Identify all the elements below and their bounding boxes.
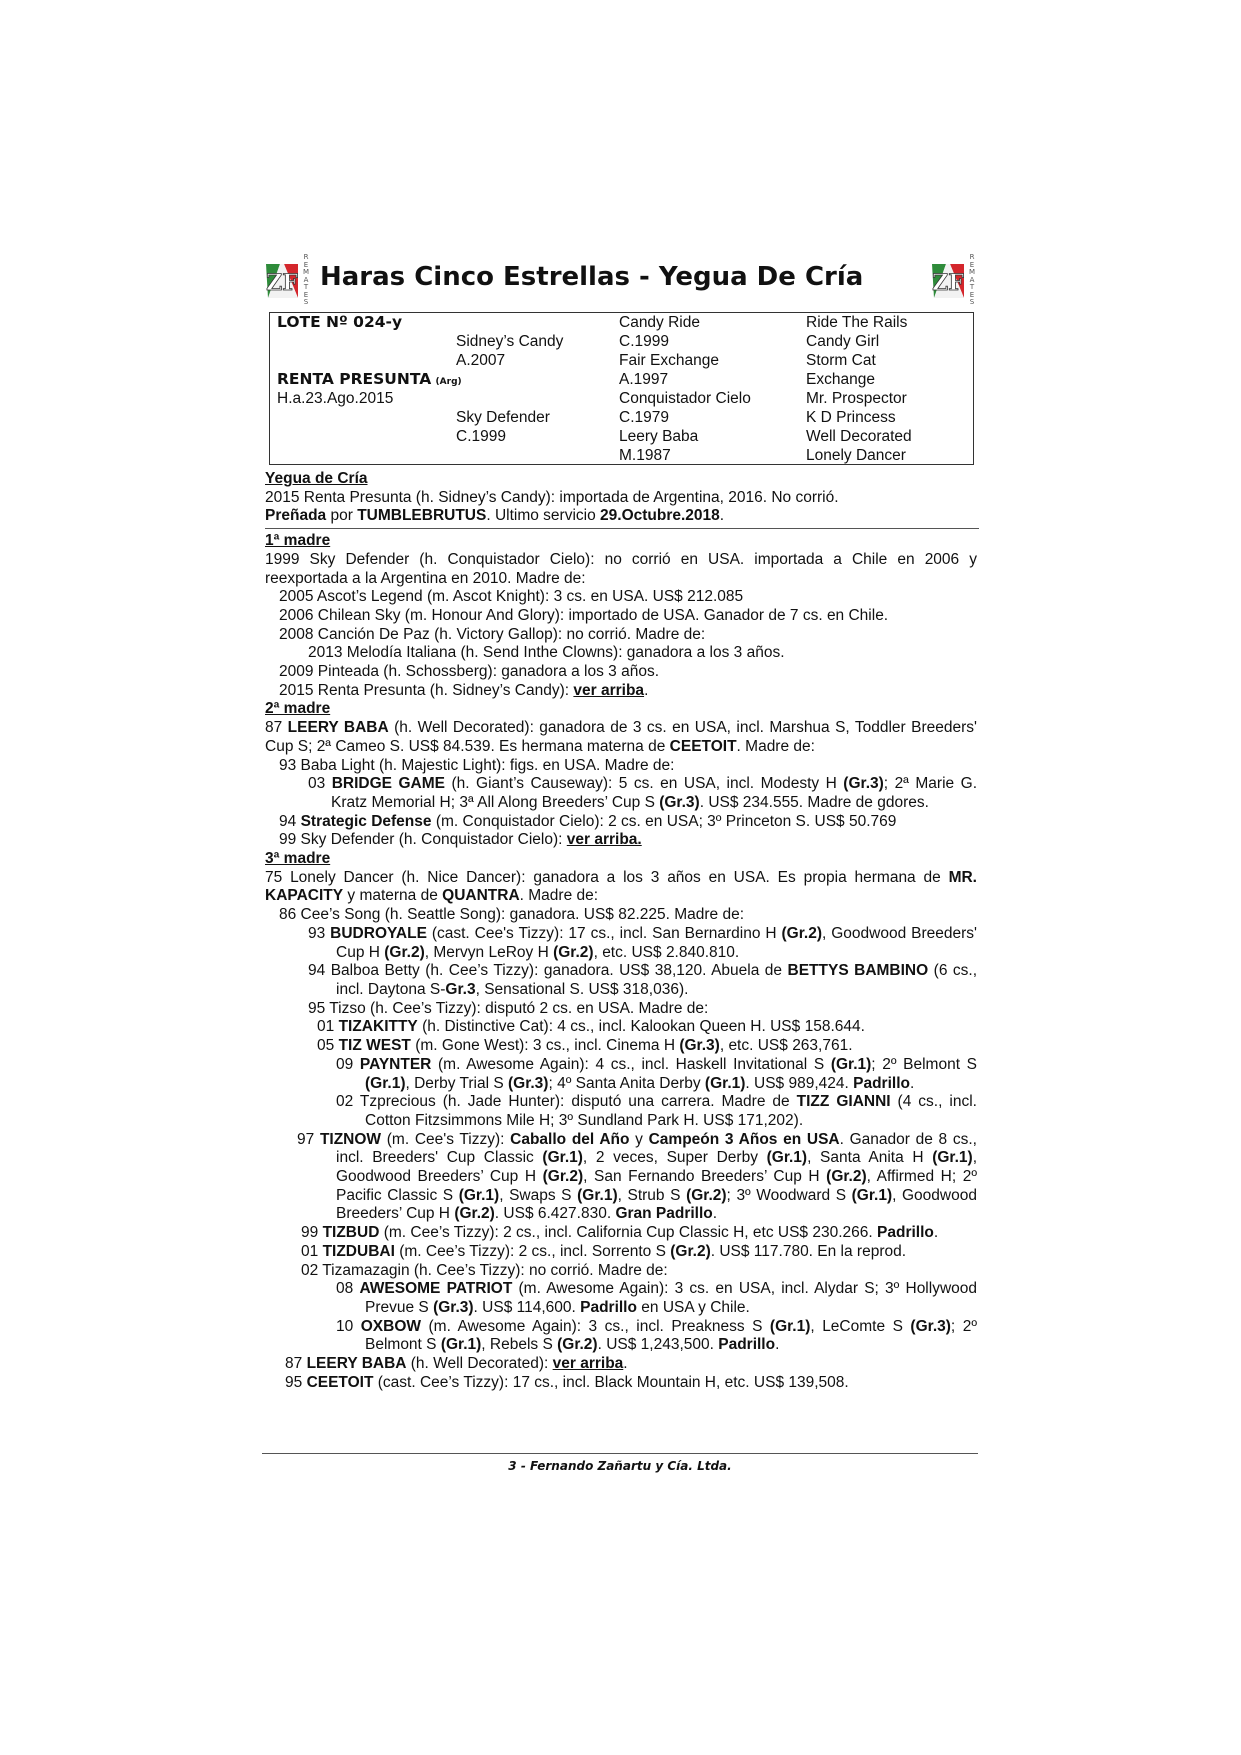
produce-line: 86 Cee’s Song (h. Seattle Song): ganadora. US$ 82.225. Madre de: — [279, 906, 745, 924]
produce-line: 01 TIZDUBAI (m. Cee’s Tizzy): 2 cs., incl. Sorrento S (Gr.2). US$ 117.780. En la reprod. — [301, 1242, 907, 1260]
produce-line: 10 OXBOW (m. Awesome Again): 3 cs., incl. Preakness S (Gr.1), LeComte S (Gr.3); 2º Belmont S (Gr.1), Rebels S (Gr.2). US$ 1,243,500. Padrillo. — [336, 1317, 977, 1354]
produce-line: 93 BUDROYALE (cast. Cee's Tizzy): 17 cs., incl. San Bernardino H (Gr.2), Goodwood Breeders' Cup H (Gr.2), Mervyn LeRoy H (Gr.2), etc. US$ 2.840.810. — [308, 924, 977, 961]
gen2-cell: M.1987 — [619, 447, 671, 464]
section-heading: 2ª madre — [265, 700, 331, 718]
produce-line: 2015 Renta Presunta (h. Sidney’s Candy): ver arriba. — [279, 681, 649, 699]
gen3-cell: Lonely Dancer — [806, 447, 906, 464]
logo-side-text: R E M A T E S — [302, 253, 310, 306]
lot-number: LOTE Nº 024-y — [277, 313, 403, 331]
produce-line: 99 Sky Defender (h. Conquistador Cielo): ver arriba. — [279, 831, 642, 849]
logo-left — [264, 254, 312, 304]
produce-line: 03 BRIDGE GAME (h. Giant’s Causeway): 5 cs. en USA, incl. Modesty H (Gr.3); 2ª Marie G. Kratz Memorial H; 3ª All Along Breeders’ Cup S (Gr.3). US$ 234.555. Madre de gdores. — [308, 775, 977, 811]
gen3-cell: Mr. Prospector — [806, 390, 907, 407]
gen3-cell: Storm Cat — [806, 352, 876, 369]
sire-name: Sidney’s Candy — [456, 333, 564, 350]
gen3-cell: Candy Girl — [806, 333, 880, 350]
dam-name: Sky Defender — [456, 409, 550, 426]
svg-text:ZF: ZF — [932, 270, 964, 296]
svg-text:ZF: ZF — [266, 270, 298, 296]
gen3-cell: Ride The Rails — [806, 314, 908, 331]
gen2-cell: C.1979 — [619, 409, 669, 426]
zf-shield-logo-icon — [264, 260, 300, 300]
page-title: Haras Cinco Estrellas - Yegua De Cría — [320, 262, 864, 292]
gen3-cell: Well Decorated — [806, 428, 912, 445]
produce-line: 2013 Melodía Italiana (h. Send Inthe Clowns): ganadora a los 3 años. — [308, 644, 785, 662]
section-heading: 3ª madre — [265, 850, 331, 868]
logo-right — [930, 254, 978, 304]
third-dam-intro: 75 Lonely Dancer (h. Nice Dancer): ganadora a los 3 años en USA. Es propia hermana de MR. KAPACITY y materna de QUANTRA. Madre de: — [265, 868, 977, 905]
produce-line: 95 Tizso (h. Cee’s Tizzy): disputó 2 cs. en USA. Madre de: — [308, 999, 709, 1017]
divider — [265, 528, 979, 529]
produce-line: 02 Tzprecious (h. Jade Hunter): disputó una carrera. Madre de TIZZ GIANNI (4 cs., incl. Cotton Fitzsimmons Mile H; 3º Sundland Park H. US$ 171,202). — [336, 1093, 977, 1129]
section-heading: 1ª madre — [265, 532, 331, 550]
gen2-cell: Candy Ride — [619, 314, 700, 331]
produce-line: 94 Strategic Defense (m. Conquistador Cielo): 2 cs. en USA; 3º Princeton S. US$ 50.769 — [279, 812, 897, 830]
pregnancy-line: Preñada por TUMBLEBRUTUS. Ultimo servicio 29.Octubre.2018. — [265, 507, 725, 525]
gen2-cell: Conquistador Cielo — [619, 390, 751, 407]
produce-line: 08 AWESOME PATRIOT (m. Awesome Again): 3 cs. en USA, incl. Alydar S; 3º Hollywood Prevue S (Gr.3). US$ 114,600. Padrillo en USA y Chile. — [336, 1280, 978, 1316]
catalog-body — [265, 470, 977, 1392]
produce-line: 05 TIZ WEST (m. Gone West): 3 cs., incl. Cinema H (Gr.3), etc. US$ 263,761. — [317, 1037, 853, 1055]
gen2-cell: Leery Baba — [619, 428, 699, 445]
gen3-cell: Exchange — [806, 371, 875, 388]
produce-line: 87 LEERY BABA (h. Well Decorated): ver arriba. — [285, 1355, 628, 1373]
gen2-cell: C.1999 — [619, 333, 669, 350]
produce-line: 2005 Ascot’s Legend (m. Ascot Knight): 3 cs. en USA. US$ 212.085 — [279, 588, 744, 606]
produce-line: 94 Balboa Betty (h. Cee’s Tizzy): ganadora. US$ 38,120. Abuela de BETTYS BAMBINO (6 cs., incl. Daytona S-Gr.3, Sensational S. US$ 318,036). — [308, 962, 978, 998]
section-heading: Yegua de Cría — [265, 470, 368, 487]
produce-line: 02 Tizamazagin (h. Cee’s Tizzy): no corrió. Madre de: — [301, 1261, 668, 1279]
produce-line: 2006 Chilean Sky (m. Honour And Glory): importado de USA. Ganador de 7 cs. en Chile. — [279, 606, 889, 624]
produce-line: 99 TIZBUD (m. Cee’s Tizzy): 2 cs., incl. California Cup Classic H, etc US$ 230.266. Padrillo. — [301, 1224, 939, 1242]
zf-shield-logo-icon — [930, 260, 966, 300]
logo-side-text: R E M A T E S — [968, 253, 976, 306]
broodmare-line: 2015 Renta Presunta (h. Sidney’s Candy): importada de Argentina, 2016. No corrió. — [265, 488, 839, 506]
horse-details: H.a.23.Ago.2015 — [277, 390, 394, 407]
second-dam-intro: 87 LEERY BABA (h. Well Decorated): ganadora de 3 cs. en USA, incl. Marshua S, Toddler Breeders' Cup S; 2ª Cameo S. US$ 84.539. Es hermana materna de CEETOIT. Madre de: — [265, 719, 977, 755]
gen2-cell: A.1997 — [619, 371, 669, 388]
gen2-cell: Fair Exchange — [619, 352, 719, 369]
produce-line: 2009 Pinteada (h. Schossberg): ganadora a los 3 años. — [279, 663, 660, 681]
gen3-cell: K D Princess — [806, 409, 896, 426]
footer-divider — [262, 1453, 978, 1454]
dam-info: C.1999 — [456, 428, 506, 445]
produce-line: 09 PAYNTER (m. Awesome Again): 4 cs., incl. Haskell Invitational S (Gr.1); 2º Belmont S (Gr.1), Derby Trial S (Gr.3); 4º Santa Anita Derby (Gr.1). US$ 989,424. Padrillo. — [336, 1055, 977, 1092]
page-footer: 3 - Fernando Zañartu y Cía. Ltda. — [508, 1459, 732, 1473]
produce-line: 97 TIZNOW (m. Cee's Tizzy): Caballo del Año y Campeón 3 Años en USA. Ganador de 8 cs., incl. Breeders' Cup Classic (Gr.1), 2 veces, Super Derby (Gr.1), Santa Anita H (Gr.1), Goodwood Breeders’ Cup H (Gr.2), San Fernando Breeders’ Cup H (Gr.2), Affirmed H; 2º Pacific Classic S (Gr.1), Swaps S (Gr.1), Strub S (Gr.2); 3º Woodward S (Gr.1), Goodwood Breeders’ Cup H (Gr.2). US$ 6.427.830. Gran Padrillo. — [297, 1130, 978, 1223]
produce-line: 2008 Canción De Paz (h. Victory Gallop): no corrió. Madre de: — [279, 625, 706, 643]
sire-info: A.2007 — [456, 352, 506, 369]
horse-name: RENTA PRESUNTA (Arg) — [277, 370, 462, 388]
produce-line: 95 CEETOIT (cast. Cee’s Tizzy): 17 cs., incl. Black Mountain H, etc. US$ 139,508. — [285, 1373, 849, 1391]
pedigree-table — [269, 312, 974, 465]
first-dam-intro: 1999 Sky Defender (h. Conquistador Cielo): no corrió en USA. importada a Chile en 2006 y reexportada a la Argentina en 2010. Madre de: — [265, 550, 977, 587]
produce-line: 93 Baba Light (h. Majestic Light): figs. en USA. Madre de: — [279, 756, 675, 774]
produce-line: 01 TIZAKITTY (h. Distinctive Cat): 4 cs., incl. Kalookan Queen H. US$ 158.644. — [317, 1018, 865, 1036]
